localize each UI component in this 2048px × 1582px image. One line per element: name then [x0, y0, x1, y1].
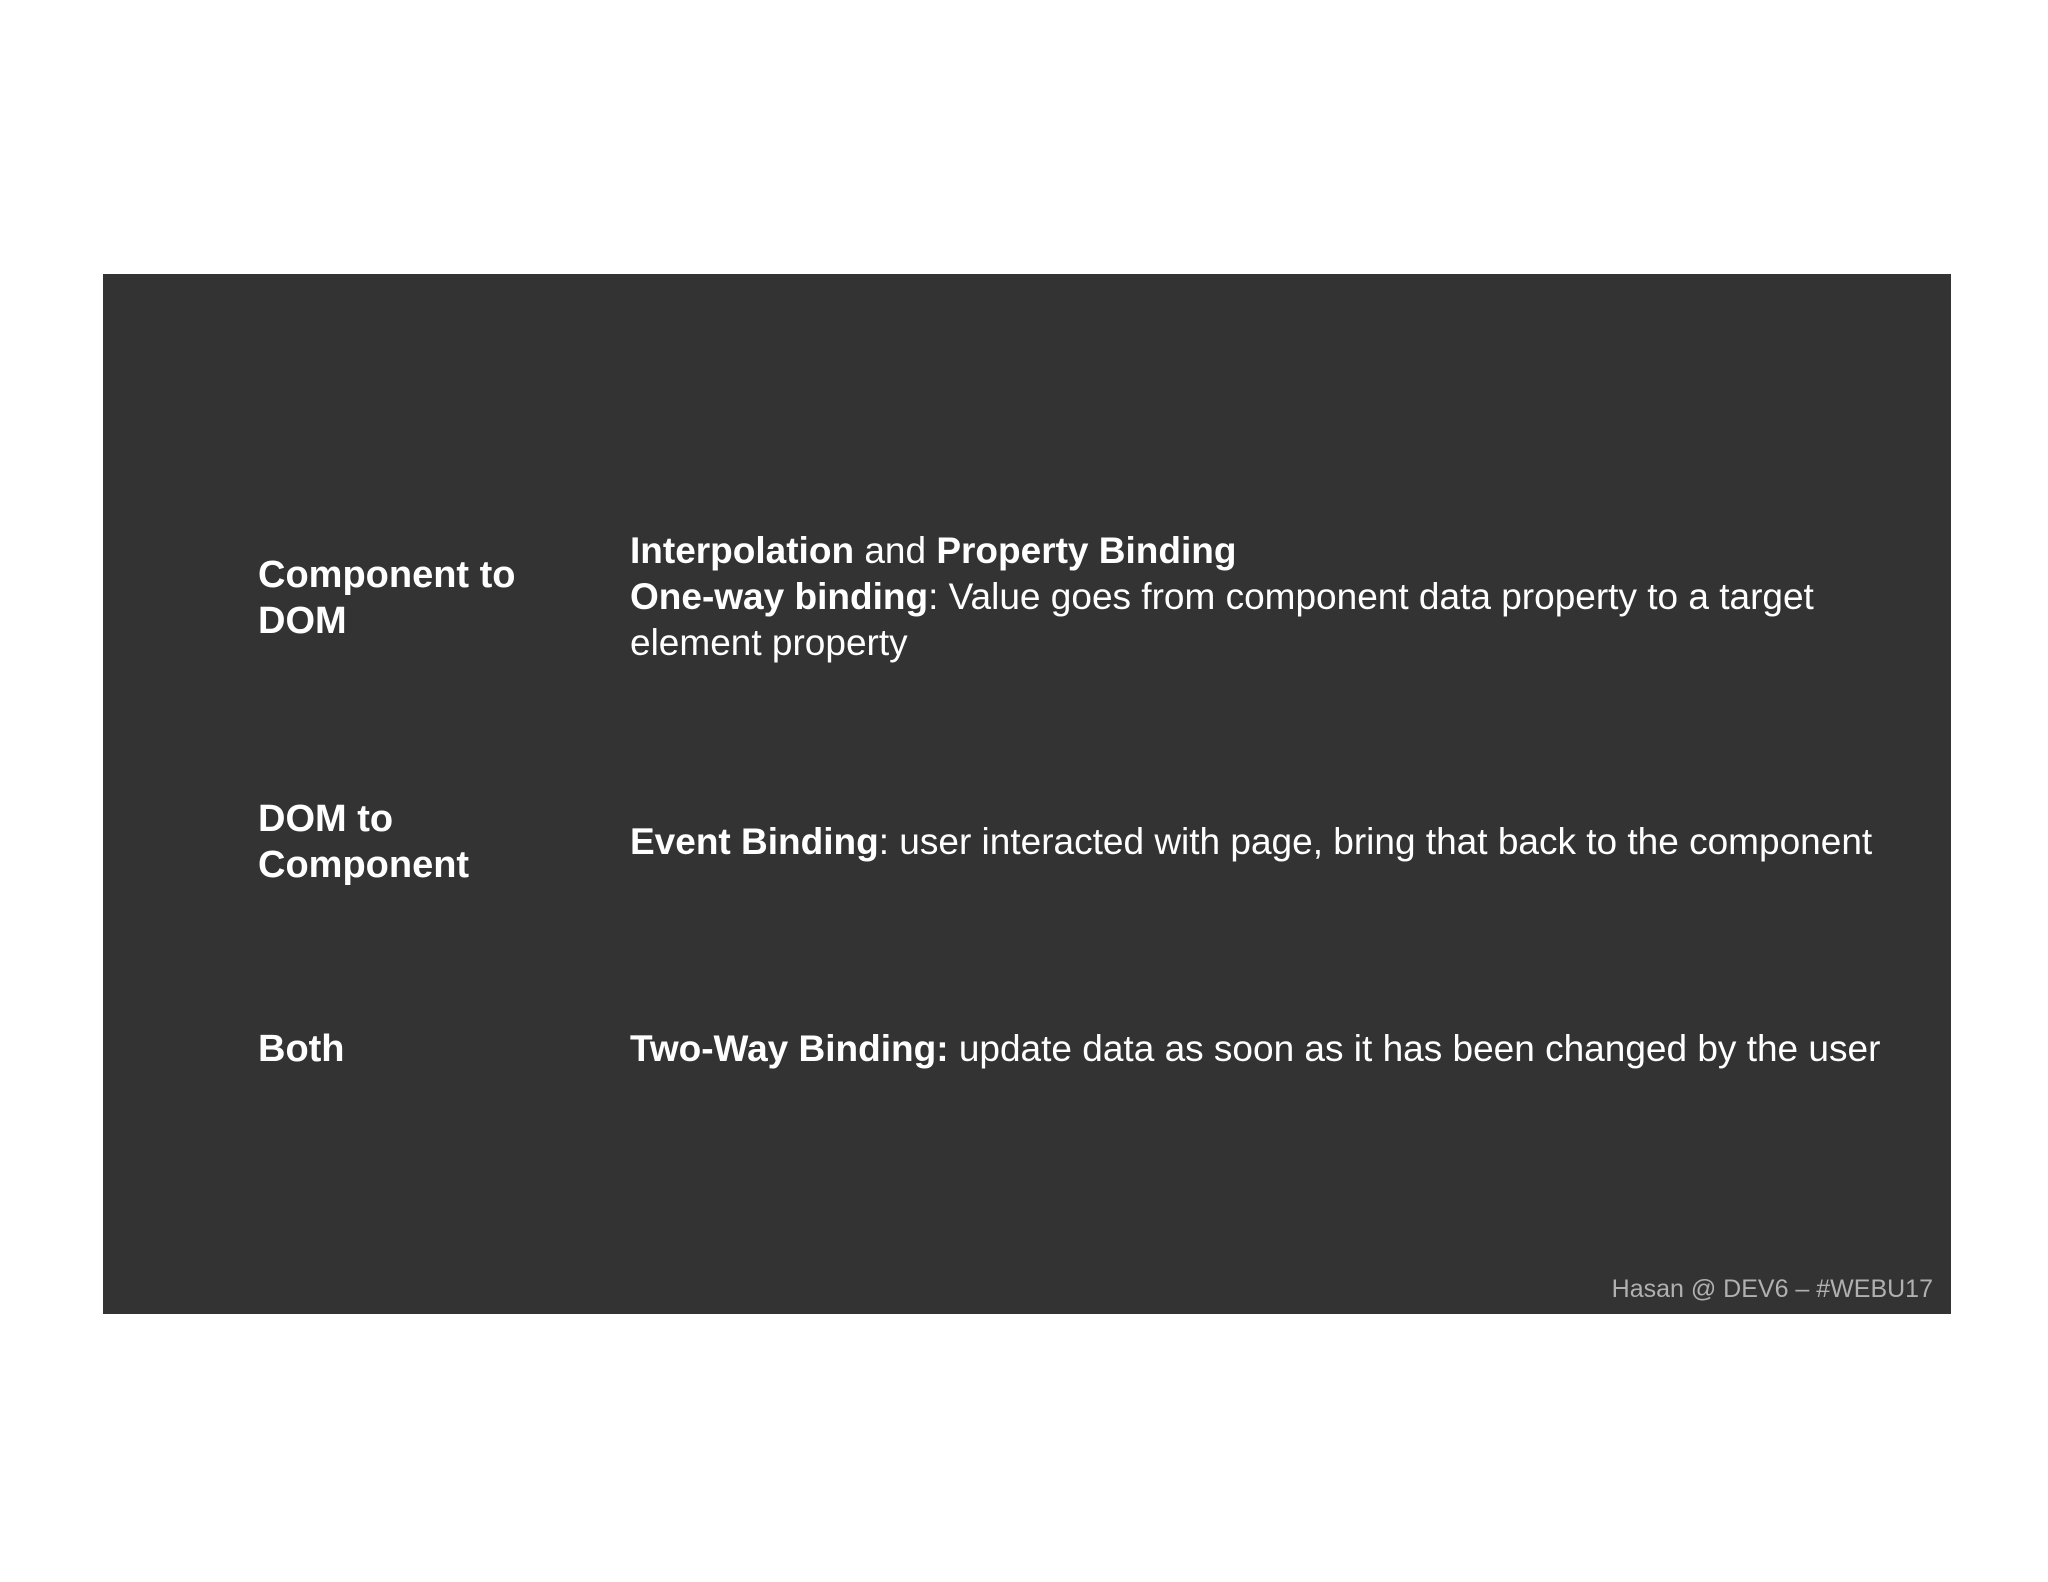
- row-text-component-to-dom: [630, 528, 1890, 666]
- property-binding-term: Property Binding: [936, 530, 1237, 571]
- slide: [103, 274, 1951, 1314]
- row-label-dom-to-component: DOM to Component: [258, 798, 470, 886]
- and-connector: and: [854, 530, 937, 571]
- event-binding-description: : user interacted with page, bring that back to the component: [878, 821, 1873, 862]
- one-way-binding-line: [630, 574, 1890, 666]
- row-text-dom-to-component: [630, 819, 1890, 865]
- one-way-binding-term: One-way binding: [630, 576, 929, 617]
- one-way-binding-description: : Value goes from component data property to a target element property: [630, 576, 1814, 663]
- interpolation-term: Interpolation: [630, 530, 855, 571]
- row-text-both: [630, 1026, 1890, 1072]
- two-way-binding-term: Two-Way Binding:: [630, 1028, 949, 1069]
- two-way-binding-description: update data as soon as it has been changed by the user: [948, 1028, 1881, 1069]
- interpolation-line: [630, 528, 1890, 574]
- slide-footer: Hasan @ DEV6 – #WEBU17: [1611, 1275, 1933, 1303]
- row-label-both: Both: [258, 1028, 345, 1070]
- row-label-component-to-dom: Component to DOM: [258, 554, 516, 642]
- event-binding-term: Event Binding: [630, 821, 879, 862]
